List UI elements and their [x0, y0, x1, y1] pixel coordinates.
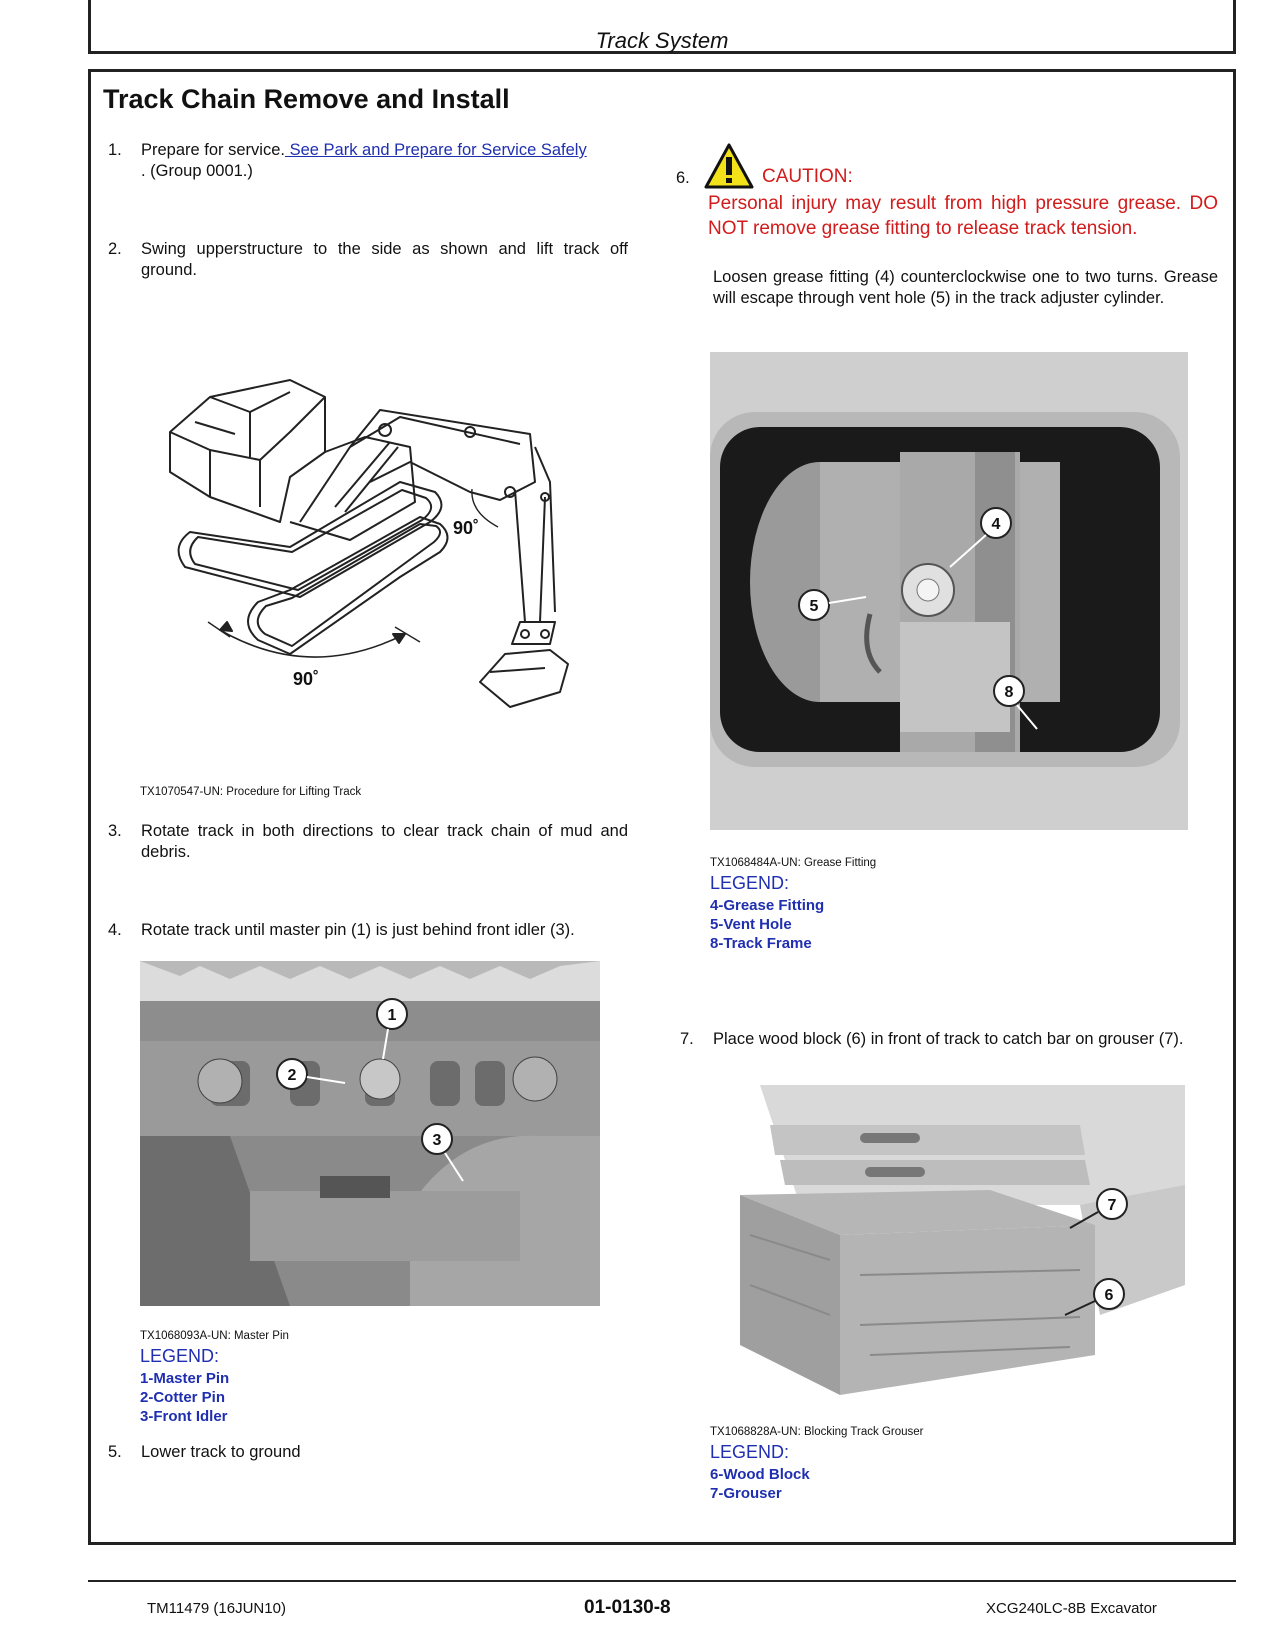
- caution-warning-icon: [704, 143, 754, 189]
- figure-caption: TX1068828A-UN: Blocking Track Grouser: [710, 1426, 924, 1438]
- legend-item: 6-Wood Block: [710, 1466, 810, 1483]
- footer-model: XCG240LC-8B Excavator: [986, 1600, 1157, 1617]
- callout-3: 3: [432, 1132, 442, 1149]
- step-text: Place wood block (6) in front of track to catch bar on grouser (7).: [713, 1030, 1184, 1048]
- footer-rule: [88, 1580, 1236, 1582]
- callout-6: 6: [1104, 1287, 1114, 1304]
- step-number: 1.: [108, 141, 122, 159]
- step-text: Lower track to ground: [141, 1443, 301, 1461]
- figure-caption: TX1070547-UN: Procedure for Lifting Track: [140, 786, 362, 798]
- callout-2: 2: [287, 1067, 297, 1084]
- step-text: Swing upperstructure to the side as shown and lift track off ground.: [141, 240, 628, 279]
- step-number: 4.: [108, 921, 122, 939]
- grease-fitting-photo: [710, 352, 1188, 830]
- callout-4: 4: [991, 516, 1001, 533]
- excavator-drawing: [170, 380, 568, 707]
- footer-page-number: 01-0130-8: [584, 1597, 671, 1618]
- legend-title: LEGEND:: [140, 1346, 220, 1366]
- figure-caption: TX1068484A-UN: Grease Fitting: [710, 857, 877, 869]
- master-pin-photo: [140, 961, 600, 1306]
- blocking-track-grouser-photo: [740, 1085, 1190, 1395]
- legend-item: 8-Track Frame: [710, 935, 812, 952]
- legend-item: 1-Master Pin: [140, 1370, 230, 1387]
- step-2: [108, 239, 628, 283]
- step-3: [108, 821, 628, 865]
- caution-text: Personal injury may result from high pressure grease. DO NOT remove grease fitting to release track tension.: [708, 193, 1218, 239]
- step-number: 7.: [680, 1030, 694, 1048]
- callout-1: 1: [387, 1007, 397, 1024]
- step-5: [108, 1442, 628, 1464]
- legend-item: 4-Grease Fitting: [710, 897, 825, 914]
- page-title: Track Chain Remove and Install: [103, 84, 510, 114]
- boom-angle-label: 90˚: [453, 518, 480, 538]
- callout-8: 8: [1004, 684, 1014, 701]
- step-number: 2.: [108, 240, 122, 258]
- step-number: 5.: [108, 1443, 122, 1461]
- step-6-text: [713, 267, 1218, 309]
- legend-title: LEGEND:: [710, 1442, 790, 1462]
- caution-title: CAUTION:: [762, 166, 853, 187]
- step-text: [141, 140, 628, 182]
- step-text: Loosen grease fitting (4) counterclockwise one to two turns. Grease will escape through vent hole (5) in the track adjuster cylinder.: [713, 268, 1218, 307]
- step-number: 3.: [108, 822, 122, 840]
- step-1: [108, 140, 628, 184]
- footer-doc-id: TM11479 (16JUN10): [147, 1600, 286, 1617]
- callout-7: 7: [1107, 1197, 1117, 1214]
- callout-5: 5: [809, 598, 819, 615]
- step-text-group: . (Group 0001.): [141, 162, 253, 180]
- legend-item: 7-Grouser: [710, 1485, 782, 1502]
- step-text-lead: Prepare for service.: [141, 141, 285, 159]
- lifting-track-illustration: [150, 372, 580, 717]
- step-text: Rotate track in both directions to clear track chain of mud and debris.: [141, 822, 628, 861]
- legend-item: 3-Front Idler: [140, 1408, 228, 1425]
- park-prepare-link[interactable]: See Park and Prepare for Service Safely: [284, 141, 587, 159]
- step-6-number: [676, 168, 690, 189]
- legend-item: 5-Vent Hole: [710, 916, 792, 933]
- step-text: Rotate track until master pin (1) is just behind front idler (3).: [141, 921, 575, 939]
- step-7: [680, 1029, 1220, 1073]
- step-number: 6.: [676, 169, 690, 187]
- legend-title: LEGEND:: [710, 873, 790, 893]
- swing-angle-label: 90˚: [293, 669, 320, 689]
- section-title: Track System: [595, 28, 729, 53]
- step-4: [108, 920, 628, 942]
- figure-caption: TX1068093A-UN: Master Pin: [140, 1330, 289, 1342]
- legend-item: 2-Cotter Pin: [140, 1389, 226, 1406]
